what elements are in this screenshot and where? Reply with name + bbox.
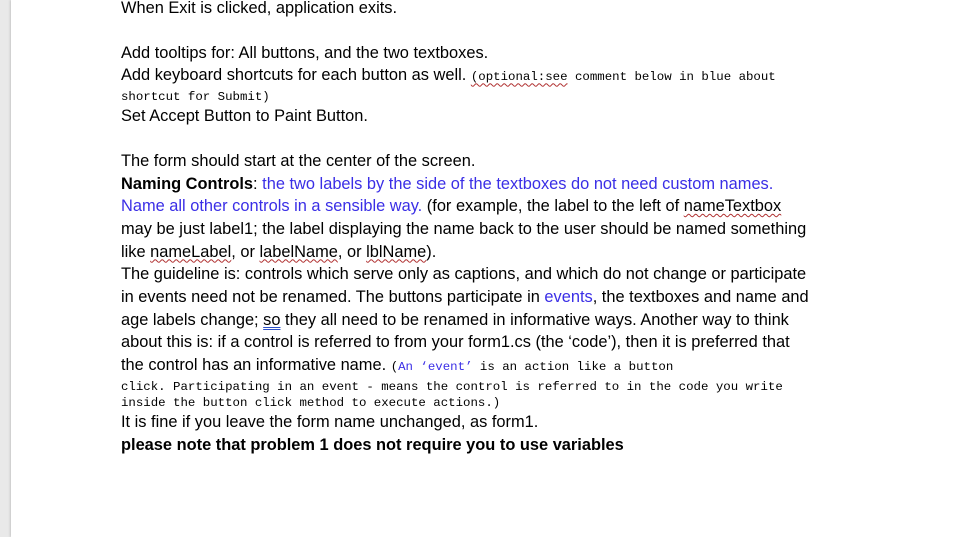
text-line: in events need not be renamed. The buttons participate in events, the textboxes and name and xyxy=(121,288,809,307)
blue-note: event xyxy=(427,360,466,375)
code-line: click. Participating in an event - means the control is referred to in the code you write xyxy=(121,379,783,394)
blue-note: An ‘ xyxy=(398,360,428,375)
text-line: The form should start at the center of the screen. xyxy=(121,151,476,170)
blue-note: ’ xyxy=(465,360,473,375)
code-note: (optional:see xyxy=(470,70,568,85)
text-line: Name all other controls in a sensible way. (for example, the label to the left of nameTextbox xyxy=(121,197,782,216)
code-note: comment below in blue about xyxy=(567,70,776,85)
text-line: Naming Controls: the two labels by the side of the textboxes do not need custom names. xyxy=(121,174,774,193)
text-line: Add keyboard shortcuts for each button as well. (optional:see comment below in blue about xyxy=(121,66,776,85)
text-line: age labels change; so they all need to be renamed in informative ways. Another way to think xyxy=(121,310,789,329)
text-line: the control has an informative name. (An ‘event’ is an action like a button xyxy=(121,356,674,375)
grammar-flag: so xyxy=(263,310,281,329)
blue-note: Name all other controls in a sensible way. xyxy=(121,197,423,216)
text-line: Add tooltips for: All buttons, and the two textboxes. xyxy=(121,43,489,62)
text-line: It is fine if you leave the form name unchanged, as form1. xyxy=(121,412,539,431)
blue-note: events xyxy=(544,288,593,307)
code-line: inside the button click method to execute actions.) xyxy=(121,395,501,410)
text-line: about this is: if a control is referred to from your form1.cs (the ‘code’), then it is preferred that xyxy=(121,333,790,352)
control-name: nameLabel xyxy=(150,242,232,261)
blue-note: the two labels by the side of the textboxes do not need custom names. xyxy=(262,174,774,193)
control-name: lblName xyxy=(366,242,427,261)
text-line: may be just label1; the label displaying the name back to the user should be named something xyxy=(121,219,807,238)
control-name: labelName xyxy=(259,242,338,261)
control-name: nameTextbox xyxy=(683,197,782,216)
text-line: like nameLabel, or labelName, or lblName). xyxy=(121,242,437,261)
text-line: please note that problem 1 does not require you to use variables xyxy=(121,435,624,454)
text-line: The guideline is: controls which serve only as captions, and which do not change or participate xyxy=(121,265,807,284)
text-line: When Exit is clicked, application exits. xyxy=(121,0,398,17)
document-body xyxy=(121,0,881,456)
document-page xyxy=(11,0,956,537)
text-line: Set Accept Button to Paint Button. xyxy=(121,107,368,126)
naming-controls-heading: Naming Controls xyxy=(121,174,254,193)
code-line: shortcut for Submit) xyxy=(121,90,270,105)
